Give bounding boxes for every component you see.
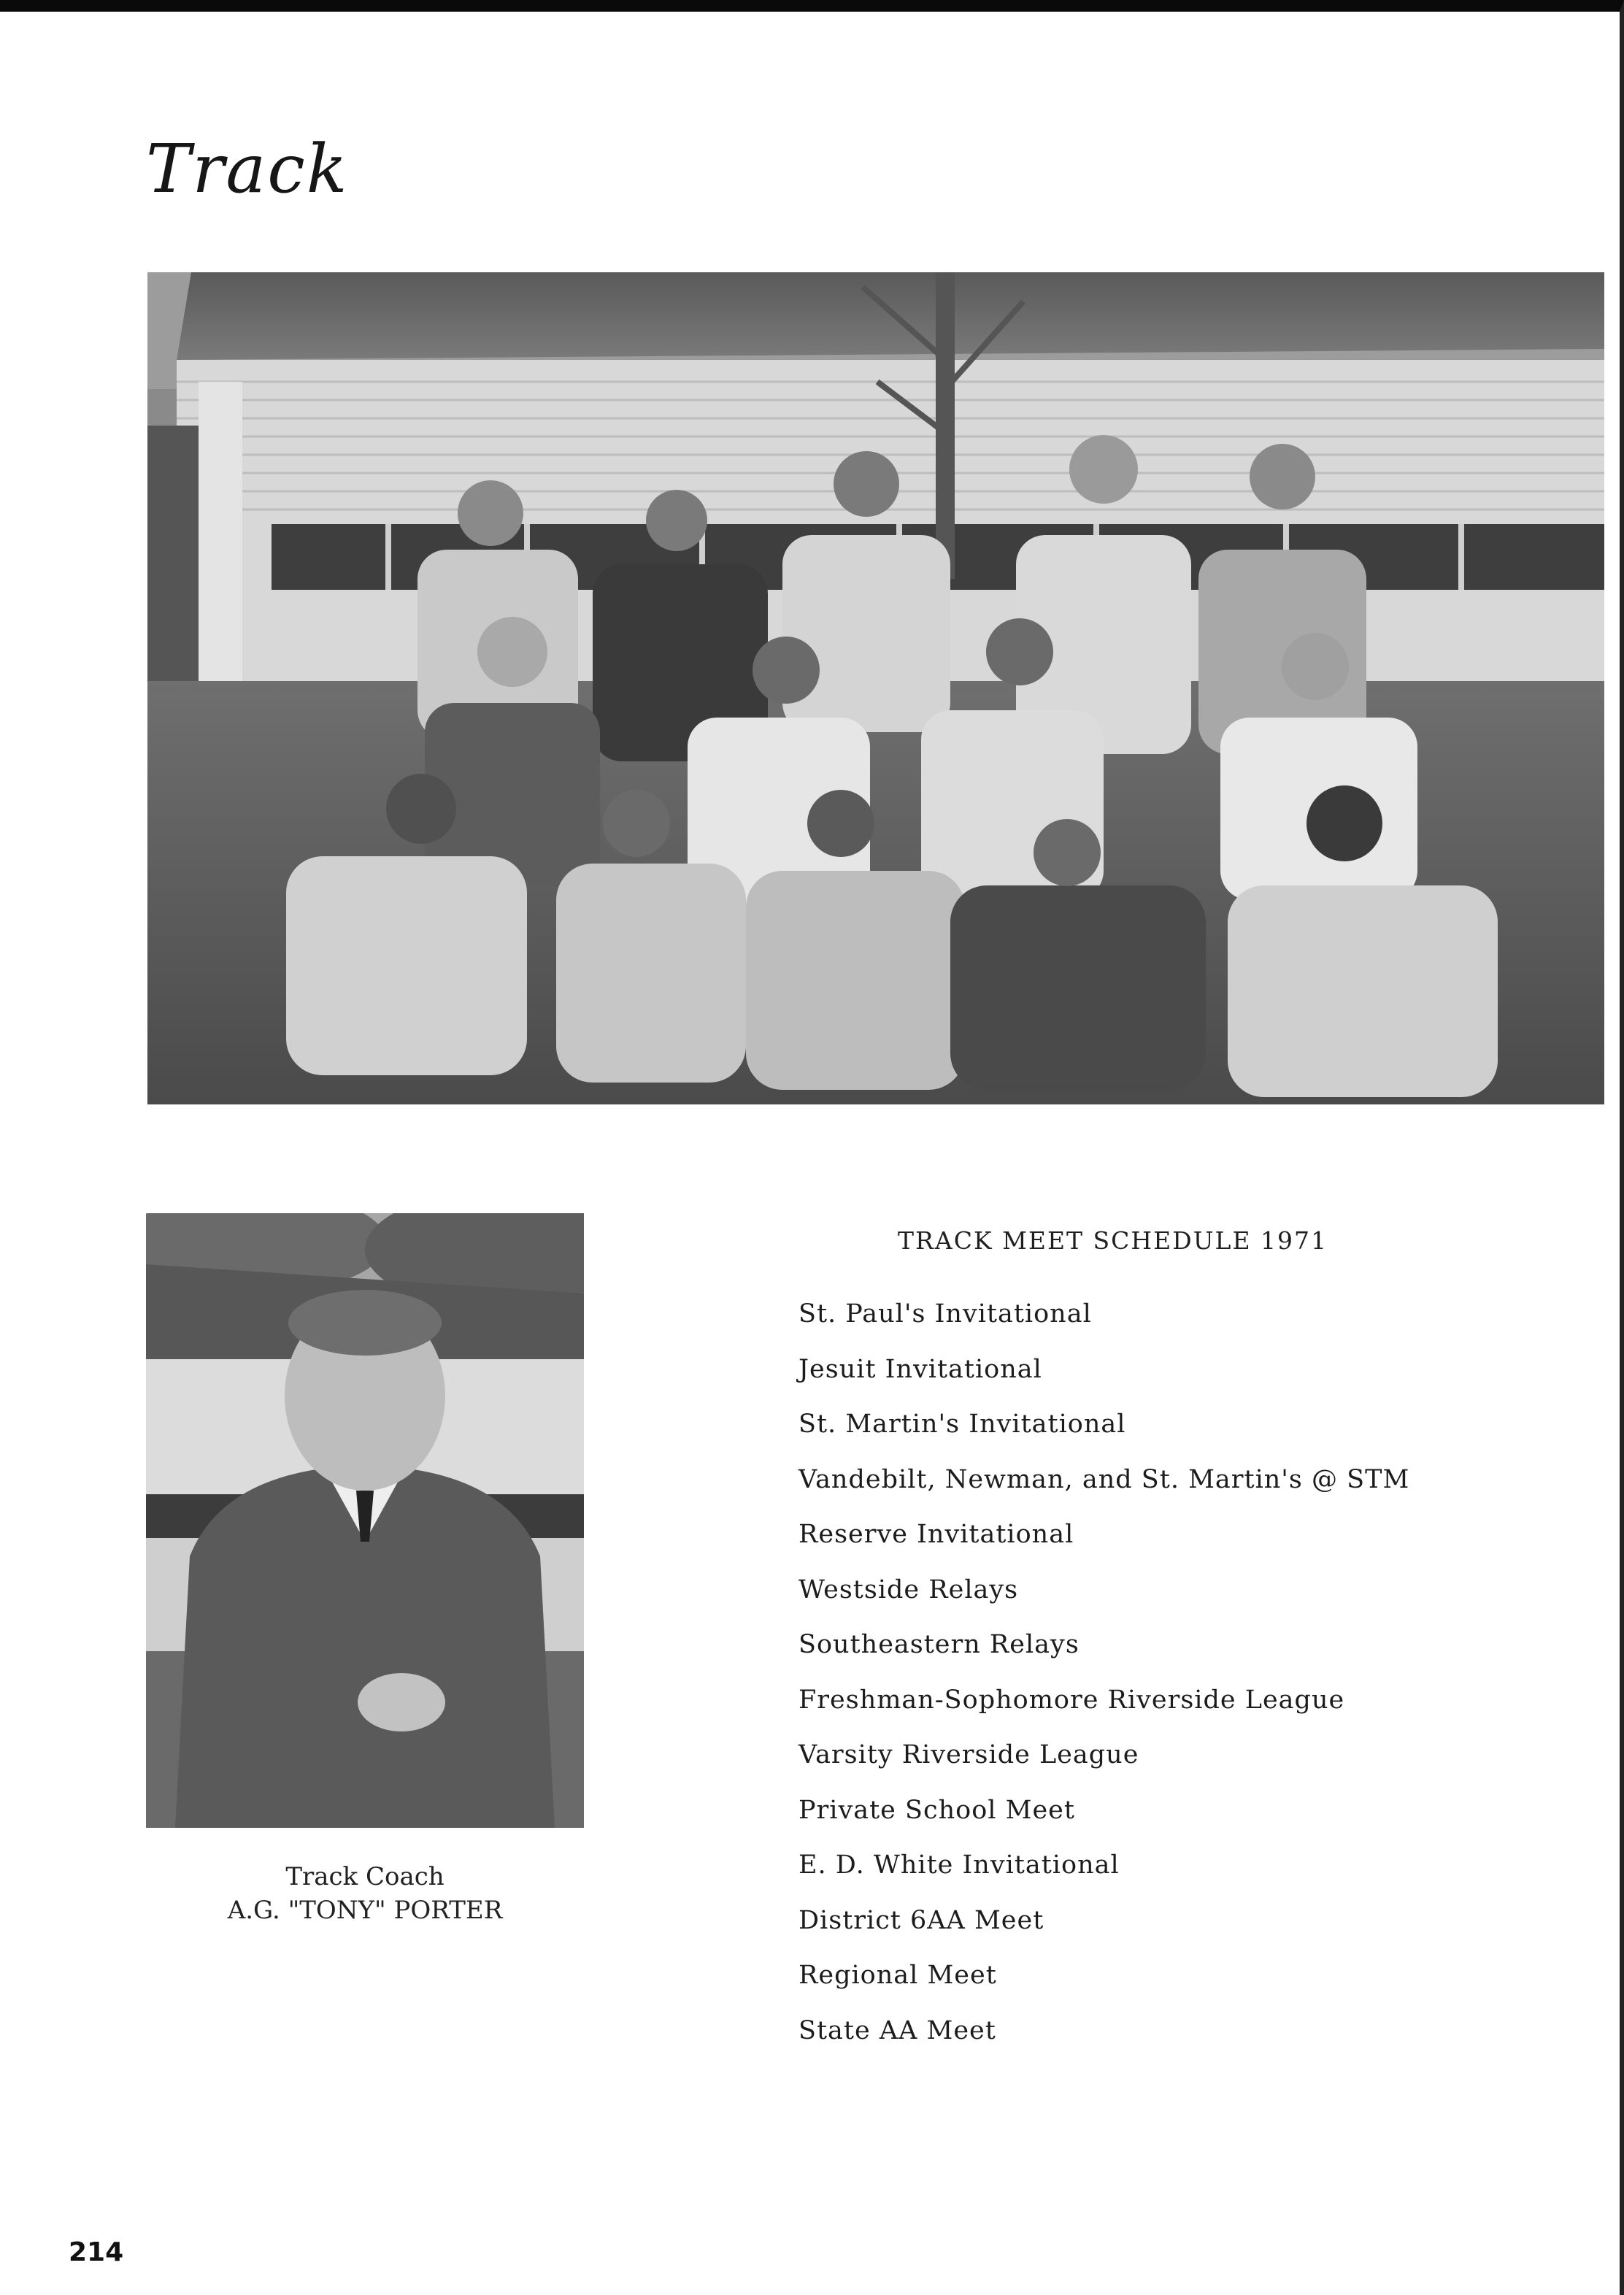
schedule-item: E. D. White Invitational: [798, 1850, 1120, 1880]
schedule-item: Varsity Riverside League: [798, 1740, 1139, 1769]
schedule-item: State AA Meet: [798, 2015, 996, 2045]
schedule-list: [798, 1296, 1565, 2067]
coach-caption-name: A.G. "TONY" PORTER: [227, 1896, 503, 1925]
schedule-item: Freshman-Sophomore Riverside League: [798, 1685, 1345, 1715]
schedule-heading: TRACK MEET SCHEDULE 1971: [898, 1226, 1328, 1255]
schedule-item: Southeastern Relays: [798, 1630, 1080, 1659]
page-title: Track: [146, 130, 349, 208]
schedule-item: Vandebilt, Newman, and St. Martin's @ STM: [798, 1464, 1410, 1494]
coach-caption-title: Track Coach: [285, 1862, 445, 1891]
coach-caption: [146, 1860, 584, 1927]
schedule-item: St. Martin's Invitational: [798, 1410, 1126, 1439]
schedule-item: Jesuit Invitational: [798, 1354, 1042, 1384]
page-number: 214: [69, 2237, 124, 2267]
coach-portrait-photo: [146, 1213, 584, 1828]
schedule-item: District 6AA Meet: [798, 1905, 1044, 1935]
schedule-item: Private School Meet: [798, 1795, 1075, 1825]
team-group-photo: [147, 272, 1604, 1104]
schedule-item: Reserve Invitational: [798, 1520, 1074, 1549]
schedule-item: St. Paul's Invitational: [798, 1299, 1092, 1329]
schedule-item: Regional Meet: [798, 1961, 997, 1990]
schedule-item: Westside Relays: [798, 1575, 1019, 1604]
